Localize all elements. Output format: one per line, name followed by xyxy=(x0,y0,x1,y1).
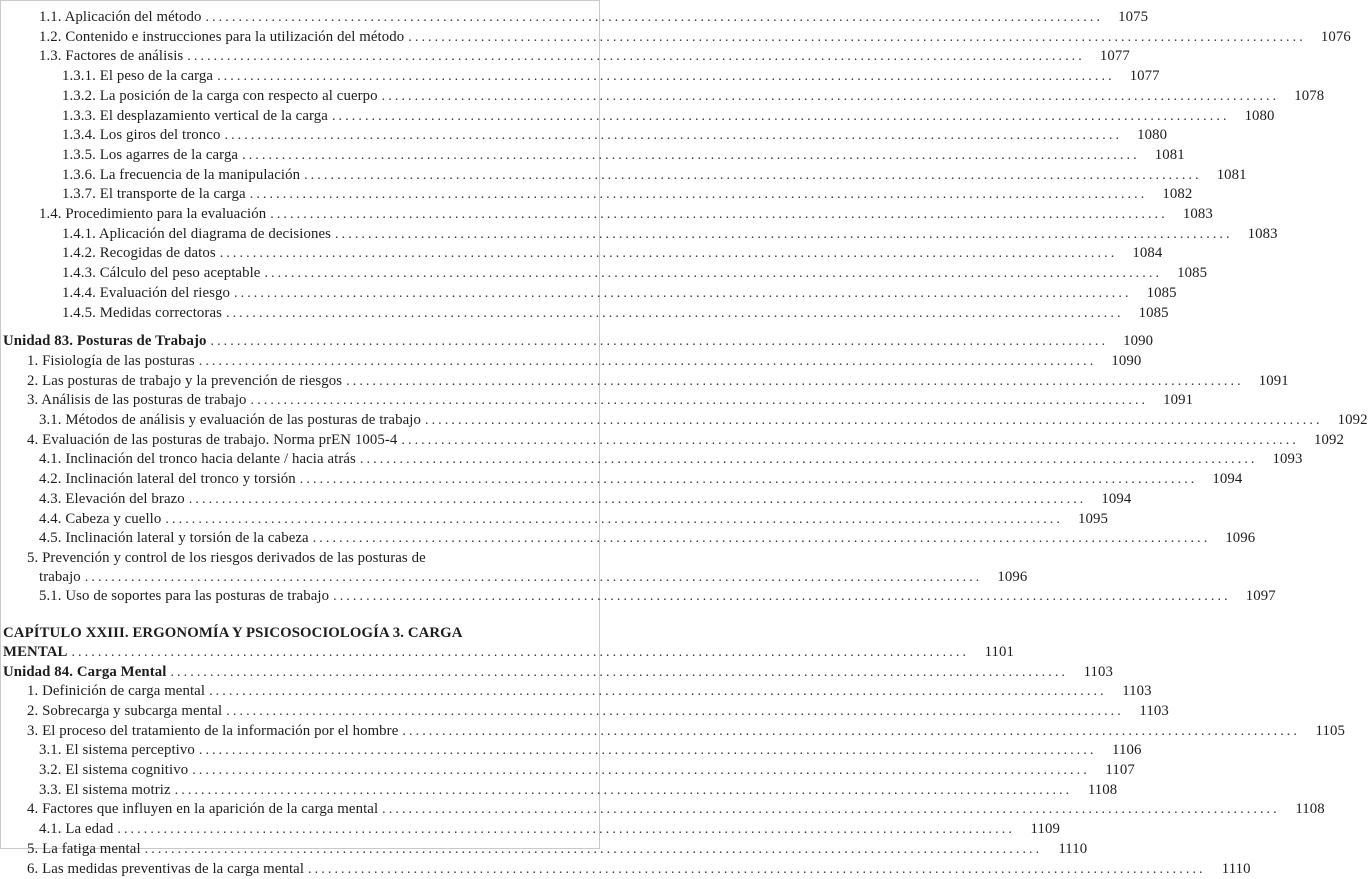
entry-text: 4. Evaluación de las posturas de trabajo. Norma prEN 1005-4 xyxy=(27,431,398,448)
toc-entry xyxy=(1,284,1177,304)
dot-leader xyxy=(117,820,1015,840)
toc-entry xyxy=(1,820,1060,840)
dot-leader xyxy=(270,205,1168,225)
page-number: 1106 xyxy=(1112,742,1142,759)
entry-text: 4.4. Cabeza y cuello xyxy=(39,510,162,527)
entry-text: 4.2. Inclinación lateral del tronco y torsión xyxy=(39,471,296,488)
toc-list xyxy=(1,8,1368,879)
toc-entry xyxy=(1,107,1275,127)
toc-entry xyxy=(1,568,1028,588)
page-number: 1096 xyxy=(997,568,1028,585)
entry-text: 3.2. El sistema cognitivo xyxy=(39,762,189,779)
toc-entry xyxy=(1,431,1344,451)
page-number: 1103 xyxy=(1083,663,1114,680)
page-number: 1076 xyxy=(1320,28,1351,45)
entry-text: 1.4.5. Medidas correctoras xyxy=(62,304,222,321)
toc-entry xyxy=(1,781,1118,801)
page-number: 1081 xyxy=(1154,146,1185,163)
dot-leader xyxy=(220,244,1118,264)
entry-text: 3. El proceso del tratamiento de la información por el hombre xyxy=(27,722,399,739)
dot-leader xyxy=(251,391,1149,411)
dot-leader xyxy=(224,126,1122,146)
entry-text: 5. Prevención y control de los riesgos derivados de las posturas de xyxy=(27,549,426,566)
toc-entry xyxy=(1,682,1152,702)
toc-entry xyxy=(1,264,1208,284)
toc-entry xyxy=(1,28,1351,48)
page-number: 1109 xyxy=(1030,821,1060,838)
toc-entry xyxy=(1,722,1345,742)
toc-entry xyxy=(1,185,1193,205)
dot-leader xyxy=(234,284,1132,304)
toc-entry xyxy=(1,67,1160,87)
dot-leader xyxy=(145,840,1043,860)
dot-leader xyxy=(313,529,1211,549)
dot-leader xyxy=(189,490,1087,510)
entry-text: 1.3. Factores de análisis xyxy=(39,48,184,65)
page-number: 1108 xyxy=(1295,801,1325,818)
dot-leader xyxy=(210,332,1108,352)
dot-leader xyxy=(360,450,1258,470)
toc-entry xyxy=(1,244,1163,264)
toc-entry xyxy=(1,741,1142,761)
toc-entry xyxy=(1,510,1108,530)
page-number: 1103 xyxy=(1139,702,1169,719)
toc-entry xyxy=(1,411,1368,431)
dot-leader xyxy=(308,860,1206,879)
toc-entry xyxy=(1,304,1169,324)
toc-entry xyxy=(1,8,1149,28)
page-number: 1096 xyxy=(1225,530,1256,547)
entry-text: 1.4.1. Aplicación del diagrama de decisiones xyxy=(62,225,332,242)
page-number: 1085 xyxy=(1177,265,1208,282)
toc-entry xyxy=(1,166,1247,186)
dot-leader xyxy=(226,304,1124,324)
entry-text: 3.3. El sistema motriz xyxy=(39,781,171,798)
toc-entry xyxy=(1,332,1154,352)
dot-leader xyxy=(192,761,1090,781)
entry-text: 4.5. Inclinación lateral y torsión de la cabeza xyxy=(39,530,309,547)
dot-leader xyxy=(242,146,1140,166)
page-number: 1110 xyxy=(1221,860,1251,877)
page-number: 1078 xyxy=(1294,87,1325,104)
toc-entry xyxy=(1,372,1289,392)
page-number: 1081 xyxy=(1216,166,1247,183)
dot-leader xyxy=(300,470,1198,490)
dot-leader xyxy=(85,568,983,588)
dot-leader xyxy=(217,67,1115,87)
page-number: 1083 xyxy=(1247,225,1278,242)
toc-entry xyxy=(1,840,1088,860)
page-number: 1094 xyxy=(1212,471,1243,488)
dot-leader xyxy=(199,741,1097,761)
entry-text: 2. Sobrecarga y subcarga mental xyxy=(27,702,223,719)
toc-entry xyxy=(1,47,1130,67)
dot-leader xyxy=(402,722,1300,742)
entry-text: 3.1. El sistema perceptivo xyxy=(39,742,195,759)
toc-entry xyxy=(1,800,1325,820)
dot-leader xyxy=(425,411,1323,431)
page-number: 1103 xyxy=(1122,683,1152,700)
entry-text: 5. La fatiga mental xyxy=(27,840,141,857)
dot-leader xyxy=(346,372,1244,392)
toc-entry xyxy=(1,391,1194,411)
entry-text: 5.1. Uso de soportes para las posturas de trabajo xyxy=(39,588,330,605)
entry-text: 1.4.4. Evaluación del riesgo xyxy=(62,284,230,301)
page-number: 1101 xyxy=(984,643,1015,660)
entry-text: 1.1. Aplicación del método xyxy=(39,9,202,25)
page-number: 1093 xyxy=(1272,451,1303,468)
toc-entry xyxy=(1,490,1132,510)
page-number: 1094 xyxy=(1101,490,1132,507)
page-number: 1080 xyxy=(1137,127,1168,144)
entry-text: 3. Análisis de las posturas de trabajo xyxy=(27,392,247,409)
page-number: 1097 xyxy=(1245,588,1276,605)
entry-text: trabajo xyxy=(39,568,81,585)
entry-text: 1.4.2. Recogidas de datos xyxy=(62,245,216,262)
toc-entry xyxy=(1,549,594,568)
entry-text: 1. Definición de carga mental xyxy=(27,683,206,700)
toc-entry xyxy=(1,860,1251,879)
entry-text: 2. Las posturas de trabajo y la prevención de riesgos xyxy=(27,372,343,389)
dot-leader xyxy=(332,107,1230,127)
entry-text: 6. Las medidas preventivas de la carga mental xyxy=(27,860,305,877)
page-number: 1085 xyxy=(1138,304,1169,321)
dot-leader xyxy=(199,352,1097,372)
toc-entry xyxy=(1,624,594,643)
entry-text: 1.3.3. El desplazamiento vertical de la carga xyxy=(62,107,328,124)
toc-entry xyxy=(1,146,1185,166)
entry-text: 4.1. La edad xyxy=(39,821,114,838)
toc-entry xyxy=(1,702,1169,722)
dot-leader xyxy=(165,510,1063,530)
dot-leader xyxy=(382,87,1280,107)
dot-leader xyxy=(408,28,1306,48)
dot-leader xyxy=(187,47,1085,67)
dot-leader xyxy=(71,643,969,663)
dot-leader xyxy=(264,264,1162,284)
page-number: 1092 xyxy=(1337,412,1368,429)
page-number: 1091 xyxy=(1258,372,1289,389)
entry-text: 1.3.6. La frecuencia de la manipulación xyxy=(62,166,301,183)
page-number: 1075 xyxy=(1118,9,1149,25)
toc-entry xyxy=(1,450,1303,470)
dot-leader xyxy=(175,781,1073,801)
page-number: 1108 xyxy=(1087,781,1118,798)
toc-entry xyxy=(1,205,1213,225)
entry-text: 4.1. Inclinación del tronco hacia delante / hacia atrás xyxy=(39,451,356,468)
entry-text: 1.2. Contenido e instrucciones para la utilización del método xyxy=(39,28,405,45)
entry-text: 1.4.3. Cálculo del peso aceptable xyxy=(62,265,261,282)
dot-leader xyxy=(382,800,1280,820)
page-number: 1084 xyxy=(1132,245,1163,262)
page-number: 1077 xyxy=(1099,48,1130,65)
dot-leader xyxy=(333,587,1231,607)
toc-entry xyxy=(1,761,1135,781)
entry-text: 1.3.2. La posición de la carga con respecto al cuerpo xyxy=(62,87,378,104)
page-number: 1077 xyxy=(1129,68,1160,85)
page-number: 1095 xyxy=(1078,510,1108,527)
toc-entry xyxy=(1,87,1325,107)
entry-text: 1. Fisiología de las posturas xyxy=(27,352,195,369)
toc-entry xyxy=(1,529,1256,549)
entry-text: 3.1. Métodos de análisis y evaluación de las posturas de trabajo xyxy=(39,412,421,429)
page-number: 1083 xyxy=(1182,206,1213,223)
page-number: 1092 xyxy=(1313,431,1344,448)
toc-entry xyxy=(1,126,1168,146)
dot-leader xyxy=(335,225,1233,245)
entry-text: CAPÍTULO XXIII. ERGONOMÍA Y PSICOSOCIOLOGÍA 3. CARGA xyxy=(3,625,463,642)
page-number: 1090 xyxy=(1111,352,1142,369)
page-number: 1107 xyxy=(1105,762,1135,779)
toc-entry xyxy=(1,643,1015,663)
dot-leader xyxy=(205,8,1103,28)
dot-leader xyxy=(170,663,1068,683)
dot-leader xyxy=(304,166,1202,186)
dot-leader xyxy=(250,185,1148,205)
entry-text: 1.4. Procedimiento para la evaluación xyxy=(39,206,267,223)
entry-text: 4.3. Elevación del brazo xyxy=(39,490,185,507)
dot-leader xyxy=(401,431,1299,451)
entry-text: 1.3.4. Los giros del tronco xyxy=(62,127,221,144)
entry-text: 1.3.1. El peso de la carga xyxy=(62,68,214,85)
dot-leader xyxy=(209,682,1107,702)
entry-text: 1.3.7. El transporte de la carga xyxy=(62,186,246,203)
entry-text: 1.3.5. Los agarres de la carga xyxy=(62,146,239,163)
toc-entry xyxy=(1,225,1278,245)
toc-entry xyxy=(1,352,1142,372)
page-number: 1080 xyxy=(1244,107,1275,124)
entry-text: MENTAL xyxy=(3,643,68,660)
page-number: 1085 xyxy=(1146,284,1177,301)
page-number: 1082 xyxy=(1162,186,1193,203)
page-number: 1105 xyxy=(1315,722,1345,739)
toc-entry xyxy=(1,587,1276,607)
entry-text: Unidad 83. Posturas de Trabajo xyxy=(3,333,207,350)
entry-text: 4. Factores que influyen en la aparición de la carga mental xyxy=(27,801,379,818)
toc-entry xyxy=(1,663,1114,683)
dot-leader xyxy=(226,702,1124,722)
entry-text: Unidad 84. Carga Mental xyxy=(3,663,167,680)
page-number: 1090 xyxy=(1123,333,1154,350)
page-number: 1091 xyxy=(1163,392,1194,409)
page-number: 1110 xyxy=(1058,840,1088,857)
toc-entry xyxy=(1,470,1243,490)
